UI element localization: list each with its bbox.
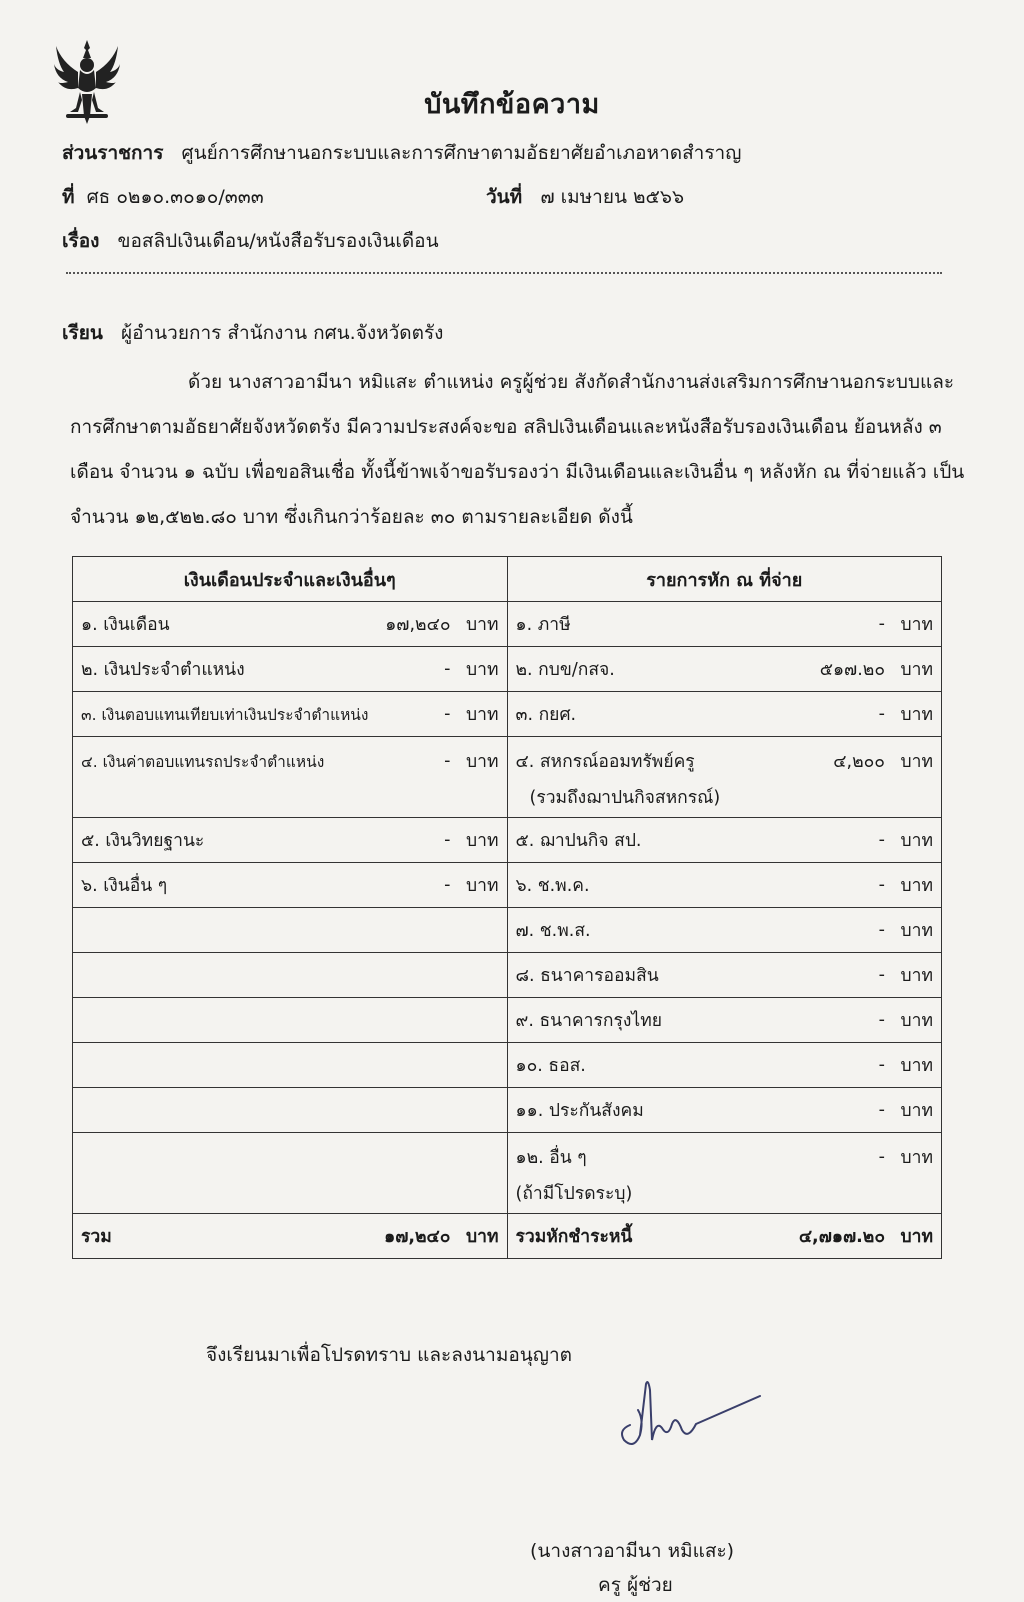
deduction-item-amount: - xyxy=(878,965,885,985)
deduction-total-label: รวมหักชำระหนี้ xyxy=(515,1227,633,1247)
salutation-label: เรียน xyxy=(62,322,103,344)
income-item-name: ๖. เงินอื่น ๆ xyxy=(81,876,168,896)
unit-label: บาท xyxy=(900,1227,933,1247)
deduction-total-amount: ๔,๗๑๗.๒๐ xyxy=(798,1227,885,1247)
deduction-item-amount: - xyxy=(878,1147,885,1167)
table-row xyxy=(73,647,942,692)
income-header: เงินเดือนประจำและเงินอื่นๆ xyxy=(73,557,508,602)
table-row xyxy=(73,1133,942,1214)
header-divider xyxy=(66,272,942,274)
unit-label: บาท xyxy=(466,615,499,635)
date-line xyxy=(486,182,684,212)
income-total-label: รวม xyxy=(81,1227,112,1247)
salutation-line xyxy=(62,318,443,348)
unit-label: บาท xyxy=(466,1227,499,1247)
deduction-item-amount: - xyxy=(878,875,885,895)
date-label: วันที่ xyxy=(486,186,523,208)
unit-label: บาท xyxy=(900,1056,933,1076)
deduction-item-name: ๕. ฌาปนกิจ สป. xyxy=(515,831,642,851)
income-total-amount: ๑๗,๒๔๐ xyxy=(384,1227,451,1247)
income-item-amount: - xyxy=(444,704,451,724)
deduction-item-note: (รวมถึงฌาปนกิจสหกรณ์) xyxy=(529,788,721,808)
deduction-item-amount: ๕๑๗.๒๐ xyxy=(819,660,885,680)
deduction-item-name: ๑๑. ประกันสังคม xyxy=(515,1101,644,1121)
subject-line xyxy=(62,226,439,256)
income-item-name: ๓. เงินตอบแทนเทียบเท่าเงินประจำตำแหน่ง xyxy=(81,705,369,724)
unit-label: บาท xyxy=(900,921,933,941)
unit-label: บาท xyxy=(466,660,499,680)
income-item-amount: - xyxy=(444,830,451,850)
unit-label: บาท xyxy=(900,876,933,896)
deduction-item-amount: - xyxy=(878,920,885,940)
unit-label: บาท xyxy=(900,615,933,635)
unit-label: บาท xyxy=(900,660,933,680)
unit-label: บาท xyxy=(466,752,499,772)
unit-label: บาท xyxy=(466,876,499,896)
signatory-position: ครู ผู้ช่วย xyxy=(598,1574,673,1596)
table-row xyxy=(73,737,942,818)
income-item-amount: - xyxy=(444,751,451,771)
reference-number: ศธ ๐๒๑๐.๓๐๑๐/๓๓๓ xyxy=(86,186,264,208)
deduction-item-name: ๘. ธนาคารออมสิน xyxy=(515,966,659,986)
table-row xyxy=(73,602,942,647)
table-row xyxy=(73,1043,942,1088)
body-line: การศึกษาตามอัธยาศัยจังหวัดตรัง มีความประสงค์จะขอ สลิปเงินเดือนและหนังสือรับรองเงินเดือน ย้อนหลัง ๓ xyxy=(70,416,942,438)
deduction-item-note: (ถ้ามีโปรดระบุ) xyxy=(515,1184,633,1204)
income-item-name: ๔. เงินค่าตอบแทนรถประจำตำแหน่ง xyxy=(81,752,325,771)
table-row xyxy=(73,953,942,998)
deduction-item-amount: - xyxy=(878,1055,885,1075)
subject-value: ขอสลิปเงินเดือน/หนังสือรับรองเงินเดือน xyxy=(117,230,439,252)
deductions-header: รายการหัก ณ ที่จ่าย xyxy=(507,557,942,602)
deduction-item-amount: - xyxy=(878,614,885,634)
unit-label: บาท xyxy=(900,831,933,851)
deduction-item-amount: - xyxy=(878,1100,885,1120)
income-item-amount: - xyxy=(444,875,451,895)
unit-label: บาท xyxy=(466,705,499,725)
subject-label: เรื่อง xyxy=(62,230,100,252)
deduction-item-name: ๔. สหกรณ์ออมทรัพย์ครู xyxy=(515,752,695,772)
signatory-name: (นางสาวอามีนา หมิแสะ) xyxy=(530,1540,735,1562)
income-item-name: ๒. เงินประจำตำแหน่ง xyxy=(81,660,245,680)
reference-line xyxy=(62,182,264,212)
unit-label: บาท xyxy=(900,1148,933,1168)
income-item-name: ๕. เงินวิทยฐานะ xyxy=(81,831,205,851)
deduction-item-amount: - xyxy=(878,704,885,724)
unit-label: บาท xyxy=(466,831,499,851)
income-item-amount: - xyxy=(444,659,451,679)
unit-label: บาท xyxy=(900,752,933,772)
deduction-item-amount: - xyxy=(878,1010,885,1030)
date-value: ๗ เมษายน ๒๕๖๖ xyxy=(540,186,685,208)
document-title: บันทึกข้อความ xyxy=(424,89,600,120)
signature-mark xyxy=(610,1380,770,1460)
deduction-item-name: ๗. ช.พ.ส. xyxy=(515,921,591,941)
body-paragraph xyxy=(70,360,970,540)
agency-label: ส่วนราชการ xyxy=(62,142,164,164)
deduction-item-amount: ๔,๒๐๐ xyxy=(833,752,885,772)
income-item-name: ๑. เงินเดือน xyxy=(81,615,170,635)
closing-text: จึงเรียนมาเพื่อโปรดทราบ และลงนามอนุญาต xyxy=(206,1344,572,1366)
deduction-item-name: ๓. กยศ. xyxy=(515,705,577,725)
income-item-amount: ๑๗,๒๔๐ xyxy=(385,615,451,635)
deduction-item-name: ๙. ธนาคารกรุงไทย xyxy=(515,1011,662,1031)
body-line: ด้วย นางสาวอามีนา หมิแสะ ตำแหน่ง ครูผู้ช่วย สังกัดสำนักงานส่งเสริมการศึกษานอกระบบและ xyxy=(188,371,955,393)
deduction-item-name: ๖. ช.พ.ค. xyxy=(515,876,590,896)
table-row xyxy=(73,692,942,737)
table-row xyxy=(73,818,942,863)
deduction-item-name: ๒. กบข/กสจ. xyxy=(515,660,615,680)
deduction-item-name: ๑๒. อื่น ๆ xyxy=(515,1148,587,1168)
totals-row xyxy=(73,1214,942,1259)
unit-label: บาท xyxy=(900,966,933,986)
agency-value: ศูนย์การศึกษานอกระบบและการศึกษาตามอัธยาศัยอำเภอหาดสำราญ xyxy=(181,142,742,164)
unit-label: บาท xyxy=(900,1011,933,1031)
salutation-value: ผู้อำนวยการ สำนักงาน กศน.จังหวัดตรัง xyxy=(120,322,444,344)
salary-table xyxy=(72,556,942,1259)
table-row xyxy=(73,863,942,908)
table-row xyxy=(73,1088,942,1133)
deduction-item-name: ๑. ภาษี xyxy=(515,615,571,635)
unit-label: บาท xyxy=(900,705,933,725)
body-line: เดือน จำนวน ๑ ฉบับ เพื่อขอสินเชื่อ ทั้งนี้ข้าพเจ้าขอรับรองว่า มีเงินเดือนและเงินอื่น ๆ หลังหัก ณ ที่จ่ายแล้ว เป็น xyxy=(70,461,965,483)
unit-label: บาท xyxy=(900,1101,933,1121)
agency-line xyxy=(62,138,741,168)
reference-label: ที่ xyxy=(62,186,75,208)
body-line: จำนวน ๑๒,๕๒๒.๘๐ บาท ซึ่งเกินกว่าร้อยละ ๓๐ ตามรายละเอียด ดังนี้ xyxy=(70,506,633,528)
table-row xyxy=(73,908,942,953)
deduction-item-name: ๑๐. ธอส. xyxy=(515,1056,586,1076)
deduction-item-amount: - xyxy=(878,830,885,850)
table-row xyxy=(73,998,942,1043)
